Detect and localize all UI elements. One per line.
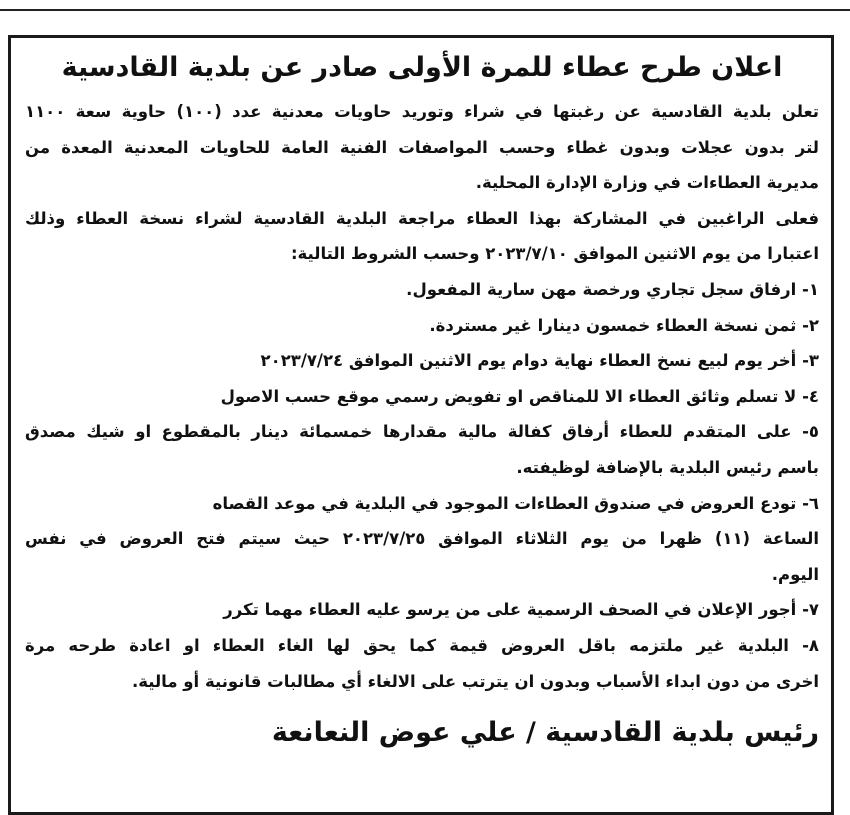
notice-line-5: اعتبارا من يوم الاثنين الموافق ٢٠٢٣/٧/١٠ وحسب الشروط التالية:	[290, 244, 819, 264]
notice-line-3: مديرية العطاءات في وزارة الإدارة المحلية.	[475, 173, 819, 193]
notice-line-4: فعلى الراغبين في المشاركة بهذا العطاء مراجعة البلدية القادسية لشراء نسخة العطاء وذلك	[25, 208, 819, 228]
condition-4: ٤- لا تسلم وثائق العطاء الا للمناقص او تفويض رسمي موقع حسب الاصول	[220, 386, 819, 406]
condition-8-line-1: ٨- البلدية غير ملتزمه باقل العروض قيمة كما يحق لها الغاء العطاء او اعادة طرحه مرة	[25, 635, 819, 655]
notice-line-2: لتر بدون عجلات وبدون غطاء وحسب المواصفات الفنية العامة للحاويات المعدنية المعدة من	[25, 137, 819, 157]
condition-6-line-3: اليوم.	[771, 564, 819, 584]
condition-7: ٧- أجور الإعلان في الصحف الرسمية على من يرسو عليه العطاء مهما تكرر	[223, 600, 819, 620]
condition-6-line-1: ٦- تودع العروض في صندوق العطاءات الموجود في البلدية في موعد القصاه	[212, 493, 819, 513]
notice-line-1: تعلن بلدية القادسية عن رغبتها في شراء وتوريد حاويات معدنية عدد (١٠٠) حاوية سعة ١١٠٠	[25, 102, 819, 121]
tender-notice	[8, 35, 834, 815]
condition-6-line-2: الساعة (١١) ظهرا من يوم الثلاثاء الموافق ٢٠٢٣/٧/٢٥ حيث سيتم فتح العروض في نفس	[25, 529, 819, 549]
signature: رئيس بلدية القادسية / علي عوض النعانعة	[271, 717, 819, 749]
condition-8-line-2: اخرى من دون ابداء الأسباب وبدون ان يترتب على الالغاء أي مطالبات قانونية أو مالية.	[131, 671, 819, 691]
condition-2: ٢- ثمن نسخة العطاء خمسون دينارا غير مستردة.	[429, 315, 819, 335]
condition-3: ٣- أخر يوم لبيع نسخ العطاء نهاية دوام يوم الاثنين الموافق ٢٠٢٣/٧/٢٤	[260, 351, 819, 371]
condition-5-line-1: ٥- على المتقدم للعطاء أرفاق كفالة مالية مقدارها خمسمائة دينار بالمقطوع او شيك مصدق	[25, 422, 819, 442]
notice-title: اعلان طرح عطاء للمرة الأولى صادر عن بلدية القادسية	[61, 52, 783, 83]
condition-5-line-2: باسم رئيس البلدية بالإضافة لوظيفته.	[516, 457, 819, 477]
top-rule	[0, 0, 850, 11]
condition-1: ١- ارفاق سجل تجاري ورخصة مهن سارية المفعول.	[406, 279, 819, 299]
